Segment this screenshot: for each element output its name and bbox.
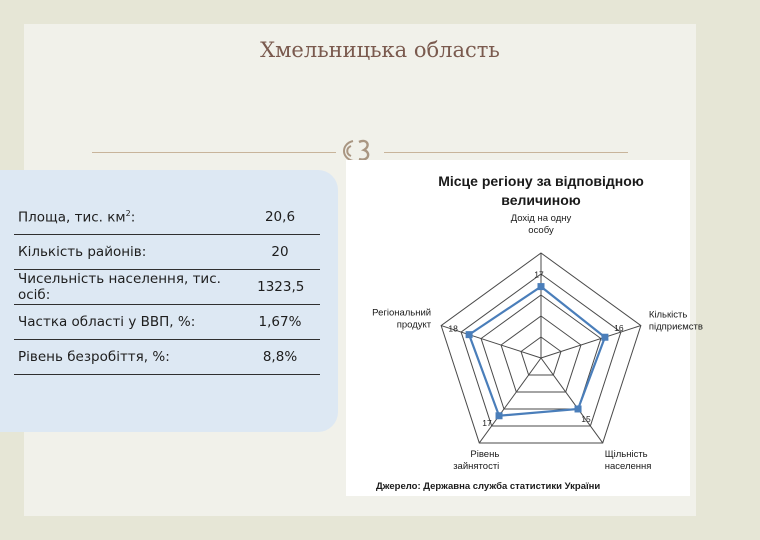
category-label: Щільність населення	[604, 448, 652, 472]
data-point	[601, 334, 608, 341]
radar-chart	[346, 160, 703, 496]
data-point	[496, 412, 503, 419]
row-label: Чисельність населення, тис. осіб:	[18, 271, 221, 303]
row-label: Площа, тис. $км^2$:	[18, 208, 136, 226]
row-label: Рівень безробіття, %:	[18, 349, 170, 365]
row-value: 8,8%	[262, 349, 298, 365]
axis-spoke	[541, 326, 641, 358]
row-value: 20	[271, 244, 289, 260]
data-point	[575, 405, 582, 412]
axis-spoke	[479, 358, 541, 443]
category-label: Регіональний продукт	[372, 307, 432, 331]
row-value: 1323,5	[257, 279, 305, 295]
slide-title: Хмельницька область	[260, 38, 500, 62]
table-row	[14, 200, 320, 235]
source-note: Джерело: Державна служба статистики України	[376, 481, 601, 492]
table-row	[14, 340, 320, 375]
info-table	[14, 200, 320, 375]
category-label: Рівень зайнятості	[453, 448, 500, 472]
chart-title: Місце регіону за відповідною величиною	[438, 173, 644, 208]
title-divider-left	[92, 152, 336, 153]
row-value: 1,67%	[258, 314, 302, 330]
category-label: Кількість підприємств	[648, 309, 703, 333]
data-point	[466, 331, 473, 338]
data-label: 17	[482, 417, 492, 428]
chart-panel	[346, 160, 703, 496]
table-row	[14, 305, 320, 340]
data-label: 15	[581, 413, 591, 424]
data-label: 18	[448, 323, 458, 334]
table-row	[14, 235, 320, 270]
table-row	[14, 270, 320, 305]
data-label: 16	[614, 323, 624, 334]
row-value: 20,6	[264, 209, 296, 225]
row-label: Частка області у ВВП, %:	[18, 314, 196, 330]
data-point	[538, 283, 545, 290]
data-label: 17	[534, 269, 544, 280]
category-label: Дохід на одну особу	[510, 213, 572, 236]
title-divider-right	[384, 152, 628, 153]
row-label: Кількість районів:	[18, 244, 147, 260]
